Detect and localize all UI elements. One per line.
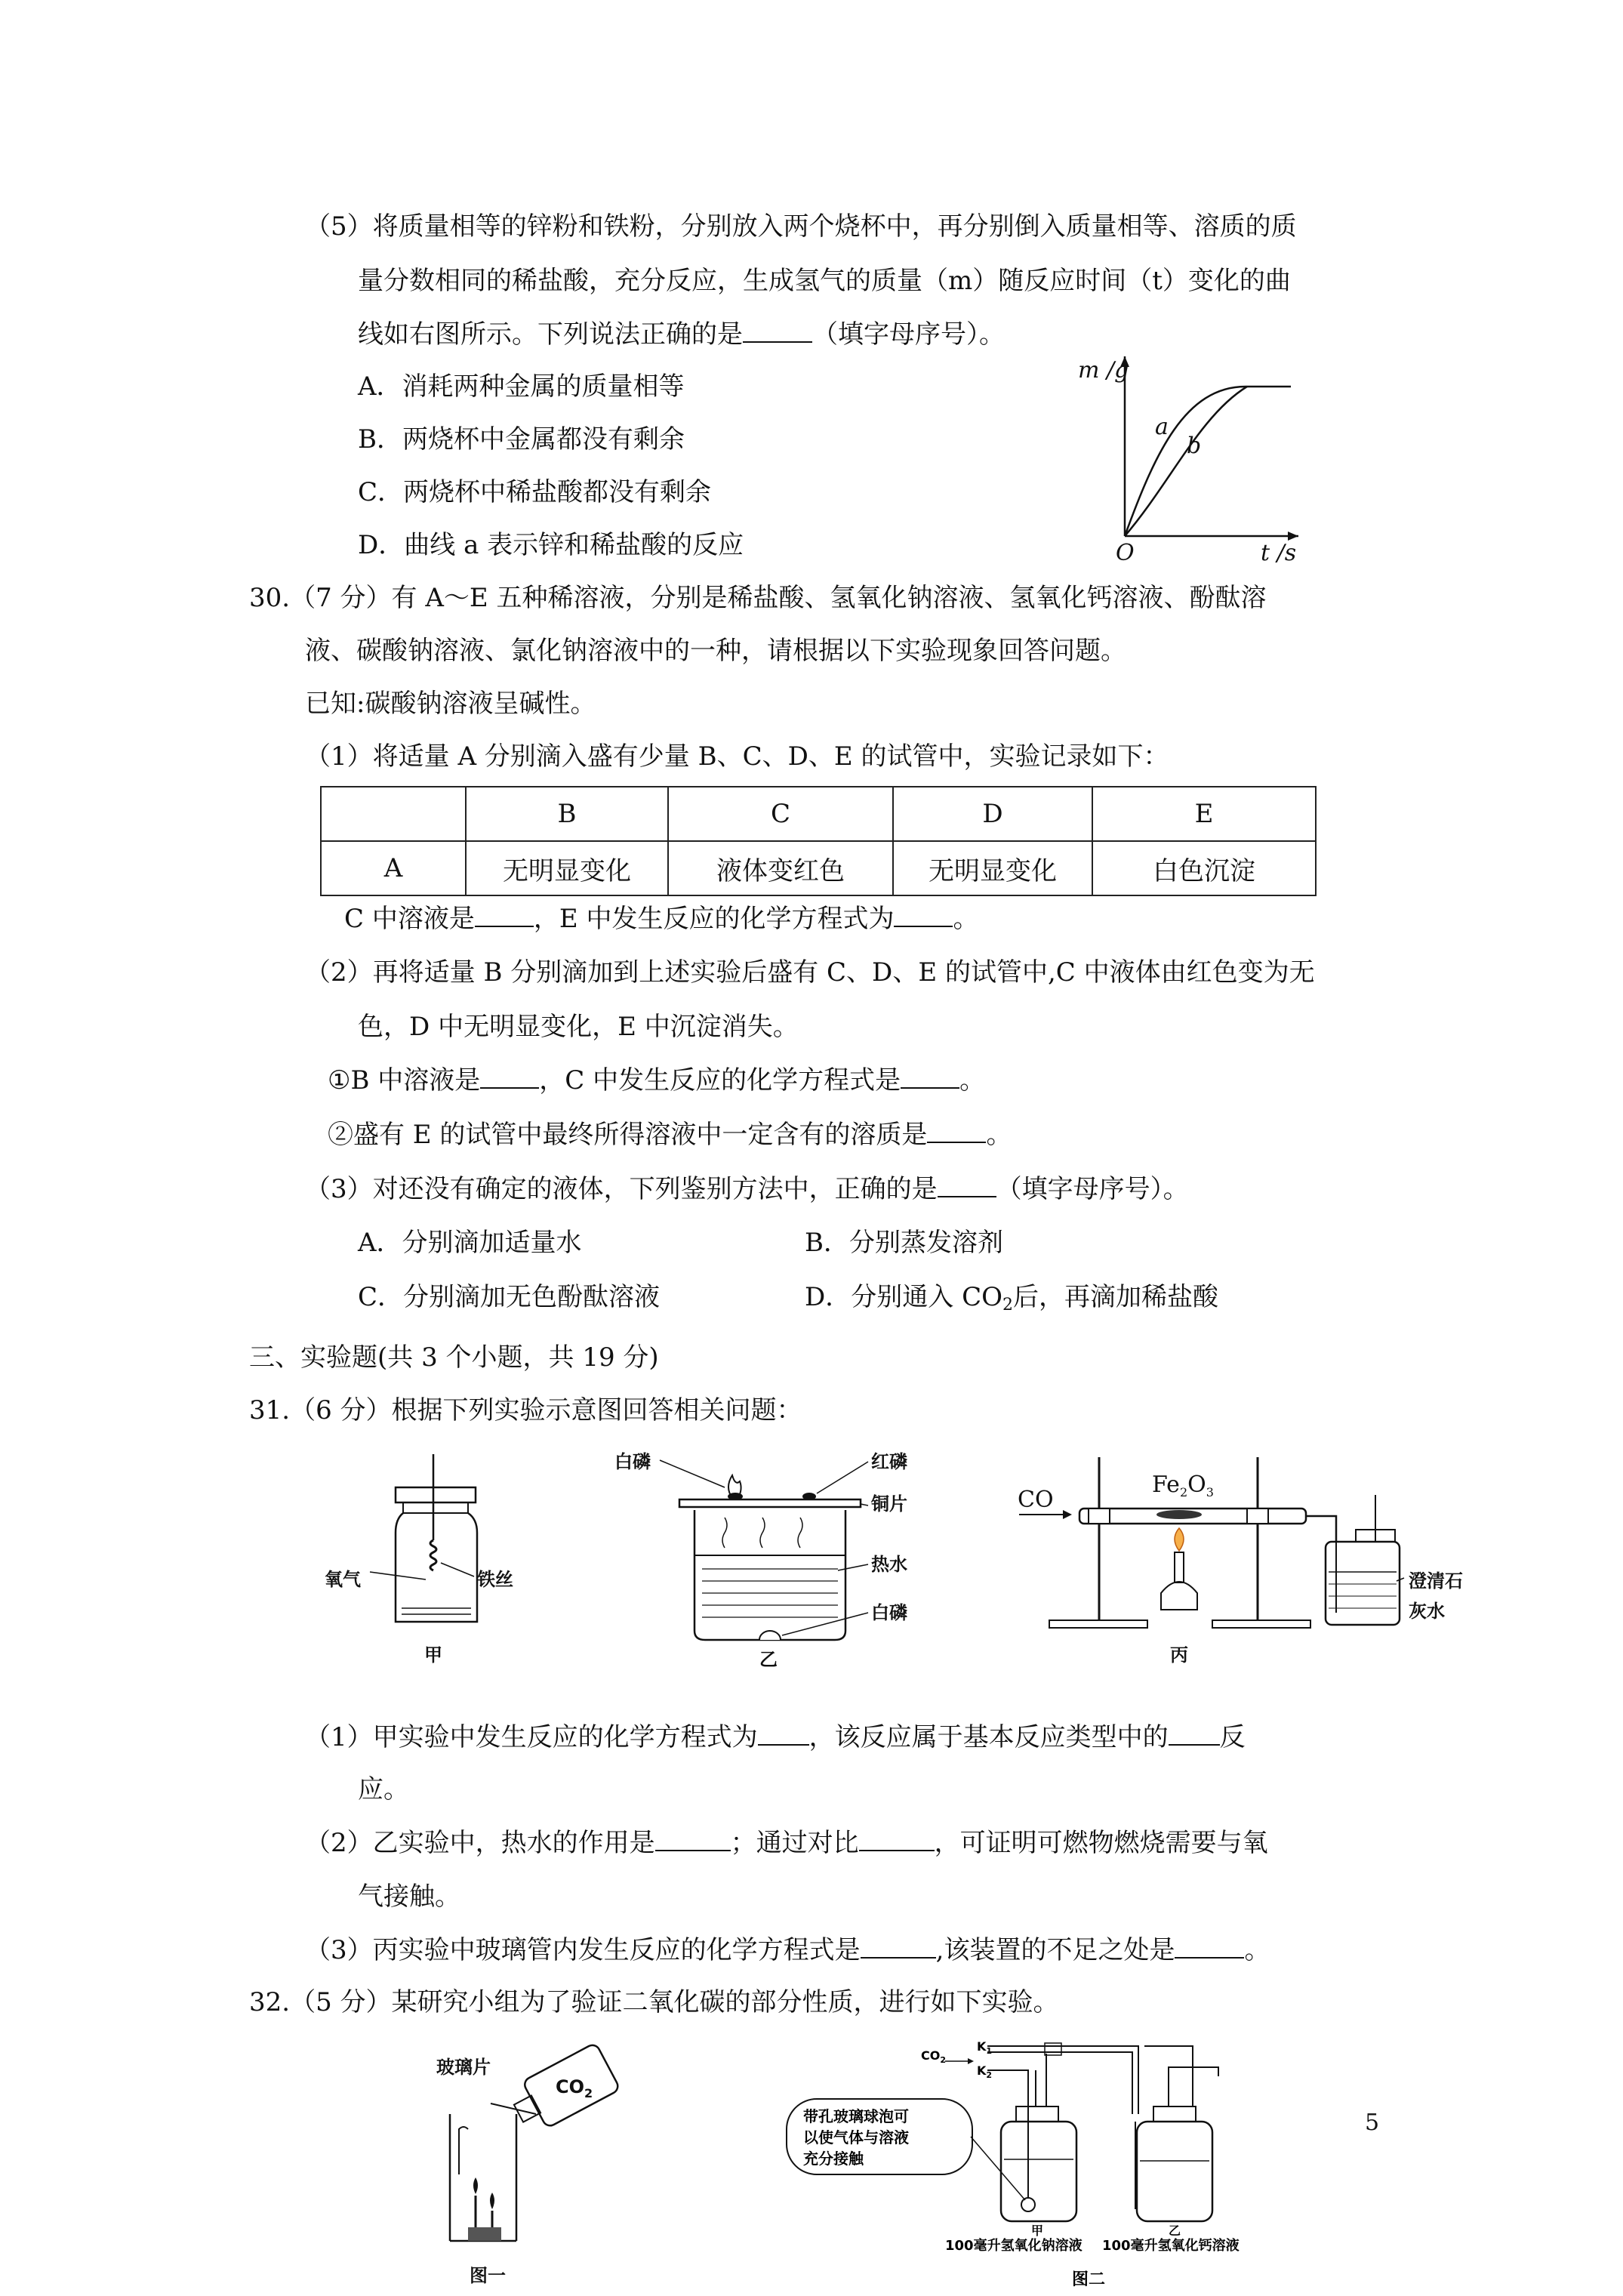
figure-jia <box>317 1450 536 1669</box>
q31-title: 31.（6 分）根据下列实验示意图回答相关问题： <box>249 1395 802 1425</box>
figure-yi <box>611 1442 944 1669</box>
answer-blank[interactable] <box>894 903 953 927</box>
figure-one-caption: 图一 <box>470 2265 506 2286</box>
solution-yi-label: 100毫升氢氧化钙溶液 <box>1102 2238 1240 2254</box>
answer-blank[interactable] <box>901 1065 959 1089</box>
bottle-jia-label: 甲 <box>1031 2224 1044 2238</box>
y-axis-label: m /g <box>1078 357 1129 384</box>
section-3-title: 三、实验题(共 3 个小题，共 19 分) <box>249 1342 659 1373</box>
figure-yi-caption: 乙 <box>759 1649 778 1669</box>
q30-part2-line1: （2）再将适量 B 分别滴加到上述实验后盛有 C、D、E 的试管中,C 中液体由红色变为无 <box>305 957 1315 988</box>
curve-b-label: b <box>1187 433 1202 459</box>
lime-water-label-1: 澄清石 <box>1409 1570 1463 1592</box>
q31-part1-cont: 应。 <box>358 1774 409 1804</box>
origin-label: O <box>1116 540 1135 566</box>
beaker <box>694 1510 845 1640</box>
figure-two <box>785 2031 1268 2295</box>
q30-option-a: A．分别滴加适量水 <box>358 1228 582 1258</box>
co-label: CO <box>1018 1487 1054 1513</box>
q29-5-option-b: B．两烧杯中金属都没有剩余 <box>358 424 685 455</box>
valve-k1-label: $K_1$ <box>977 2039 993 2056</box>
note-line-2: 以使气体与溶液 <box>803 2128 909 2147</box>
figure-bing-caption: 丙 <box>1170 1644 1188 1666</box>
q30-part2-line2: 色，D 中无明显变化，E 中沉淀消失。 <box>358 1012 799 1042</box>
glass-sheet-label: 玻璃片 <box>436 2057 491 2078</box>
note-line-3: 充分接触 <box>803 2150 864 2168</box>
answer-blank[interactable] <box>927 1119 986 1143</box>
oxygen-label: 氧气 <box>325 1569 361 1590</box>
answer-blank[interactable] <box>861 1934 936 1959</box>
white-phosphorus-top-label: 白磷 <box>614 1451 651 1472</box>
q30-line2: 液、碳酸钠溶液、氯化钠溶液中的一种，请根据以下实验现象回答问题。 <box>305 636 1126 666</box>
q30-part1: （1）将适量 A 分别滴入盛有少量 B、C、D、E 的试管中，实验记录如下： <box>305 741 1169 772</box>
figure-jia-caption: 甲 <box>424 1644 442 1666</box>
mass-time-graph <box>1072 340 1329 566</box>
q29-5-option-a: A．消耗两种金属的质量相等 <box>358 371 685 402</box>
table-cell: C <box>668 787 893 841</box>
table-cell: E <box>1092 787 1316 841</box>
curve-a-label: a <box>1155 414 1169 440</box>
table-header-row <box>321 787 1316 841</box>
table-cell: 白色沉淀 <box>1092 841 1316 895</box>
bottle-jia <box>1001 2122 1076 2221</box>
curve-a <box>1125 387 1291 536</box>
white-phosphorus-bottom-label: 白磷 <box>871 1602 907 1623</box>
q31-part1: （1）甲实验中发生反应的化学方程式为 ，该反应属于基本反应类型中的 反 <box>305 1722 1246 1752</box>
bottle-yi-label: 乙 <box>1169 2224 1181 2238</box>
figure-one <box>423 2039 649 2288</box>
figure-bing <box>1004 1442 1472 1669</box>
flame-icon <box>1175 1528 1184 1551</box>
q30-part1-answer: C 中溶液是 ，E 中发生反应的化学方程式为 。 <box>344 904 979 934</box>
page-number: 5 <box>1365 2110 1380 2136</box>
table-cell: B <box>466 787 668 841</box>
bottle-yi <box>1137 2122 1212 2221</box>
q31-part2-cont: 气接触。 <box>358 1881 460 1912</box>
q30-part2-q1: ①B 中溶液是 ，C 中发生反应的化学方程式是 。 <box>328 1065 986 1096</box>
figure-two-caption: 图二 <box>1072 2270 1106 2289</box>
q30-option-b: B．分别蒸发溶剂 <box>805 1228 1003 1258</box>
lime-water-label-2: 灰水 <box>1409 1601 1445 1622</box>
co2-inlet-label: $CO_2$ <box>921 2048 946 2065</box>
table-cell: A <box>321 841 466 895</box>
answer-blank[interactable] <box>480 1065 539 1089</box>
answer-blank[interactable] <box>1175 1934 1244 1959</box>
alcohol-lamp <box>1161 1582 1197 1610</box>
curve-b <box>1125 387 1247 536</box>
q30-line1: 30.（7 分）有 A～E 五种稀溶液，分别是稀盐酸、氢氧化钠溶液、氢氧化钙溶液、酚酞溶 <box>249 583 1267 613</box>
table-cell: D <box>893 787 1092 841</box>
q30-option-c: C．分别滴加无色酚酞溶液 <box>358 1282 661 1312</box>
copper-sheet <box>679 1499 861 1507</box>
co2-bottle-label: $CO_2$ <box>556 2076 593 2100</box>
q30-part3: （3）对还没有确定的液体，下列鉴别方法中，正确的是 （填字母序号）。 <box>305 1174 1189 1204</box>
experiment-record-table <box>320 786 1317 896</box>
q30-part2-q2: ②盛有 E 的试管中最终所得溶液中一定含有的溶质是 。 <box>328 1120 1012 1150</box>
red-phosphorus-label: 红磷 <box>871 1451 907 1472</box>
iron-wire-label: 铁丝 <box>477 1569 513 1590</box>
q29-5-option-d: D．曲线 a 表示锌和稀盐酸的反应 <box>358 530 744 560</box>
q29-5-line1: （5）将质量相等的锌粉和铁粉，分别放入两个烧杯中，再分别倒入质量相等、溶质的质 <box>305 211 1297 242</box>
bubble-bulb <box>1021 2198 1035 2211</box>
table-cell: 液体变红色 <box>668 841 893 895</box>
answer-blank[interactable] <box>758 1721 809 1746</box>
solution-jia-label: 100毫升氢氧化钠溶液 <box>945 2238 1083 2254</box>
valve-k2-label: $K_2$ <box>977 2063 993 2080</box>
q29-5-option-c: C．两烧杯中稀盐酸都没有剩余 <box>358 477 712 507</box>
table-cell: 无明显变化 <box>893 841 1092 895</box>
answer-blank[interactable] <box>743 319 812 343</box>
table-cell <box>321 787 466 841</box>
answer-blank[interactable] <box>1169 1721 1220 1746</box>
answer-blank[interactable] <box>859 1827 935 1851</box>
table-row <box>321 841 1316 895</box>
answer-blank[interactable] <box>938 1173 996 1197</box>
hot-water-label: 热水 <box>871 1554 907 1575</box>
fe2o3-label: $Fe_2O_3$ <box>1152 1472 1214 1499</box>
answer-blank[interactable] <box>475 903 534 927</box>
copper-sheet-label: 铜片 <box>871 1493 907 1515</box>
note-line-1: 带孔玻璃球泡可 <box>803 2107 909 2125</box>
table-cell: 无明显变化 <box>466 841 668 895</box>
q31-part2: （2）乙实验中，热水的作用是 ；通过对比 ，可证明可燃物燃烧需要与氧 <box>305 1828 1268 1858</box>
q32-title: 32.（5 分）某研究小组为了验证二氧化碳的部分性质，进行如下实验。 <box>249 1987 1059 2017</box>
q30-option-d: D．分别通入 $CO_2$后，再滴加稀盐酸 <box>805 1282 1218 1314</box>
q31-part3: （3）丙实验中玻璃管内发生反应的化学方程式是 ,该装置的不足之处是 。 <box>305 1935 1270 1965</box>
q29-5-line3: 线如右图所示。下列说法正确的是 （填字母序号）。 <box>358 319 1005 350</box>
x-axis-label: t /s <box>1261 540 1297 566</box>
q29-5-line2: 量分数相同的稀盐酸，充分反应，生成氢气的质量（m）随反应时间（t）变化的曲 <box>358 266 1291 296</box>
iron-wire-coil <box>430 1540 436 1570</box>
answer-blank[interactable] <box>655 1827 731 1851</box>
q30-known: 已知:碳酸钠溶液呈碱性。 <box>305 689 596 719</box>
